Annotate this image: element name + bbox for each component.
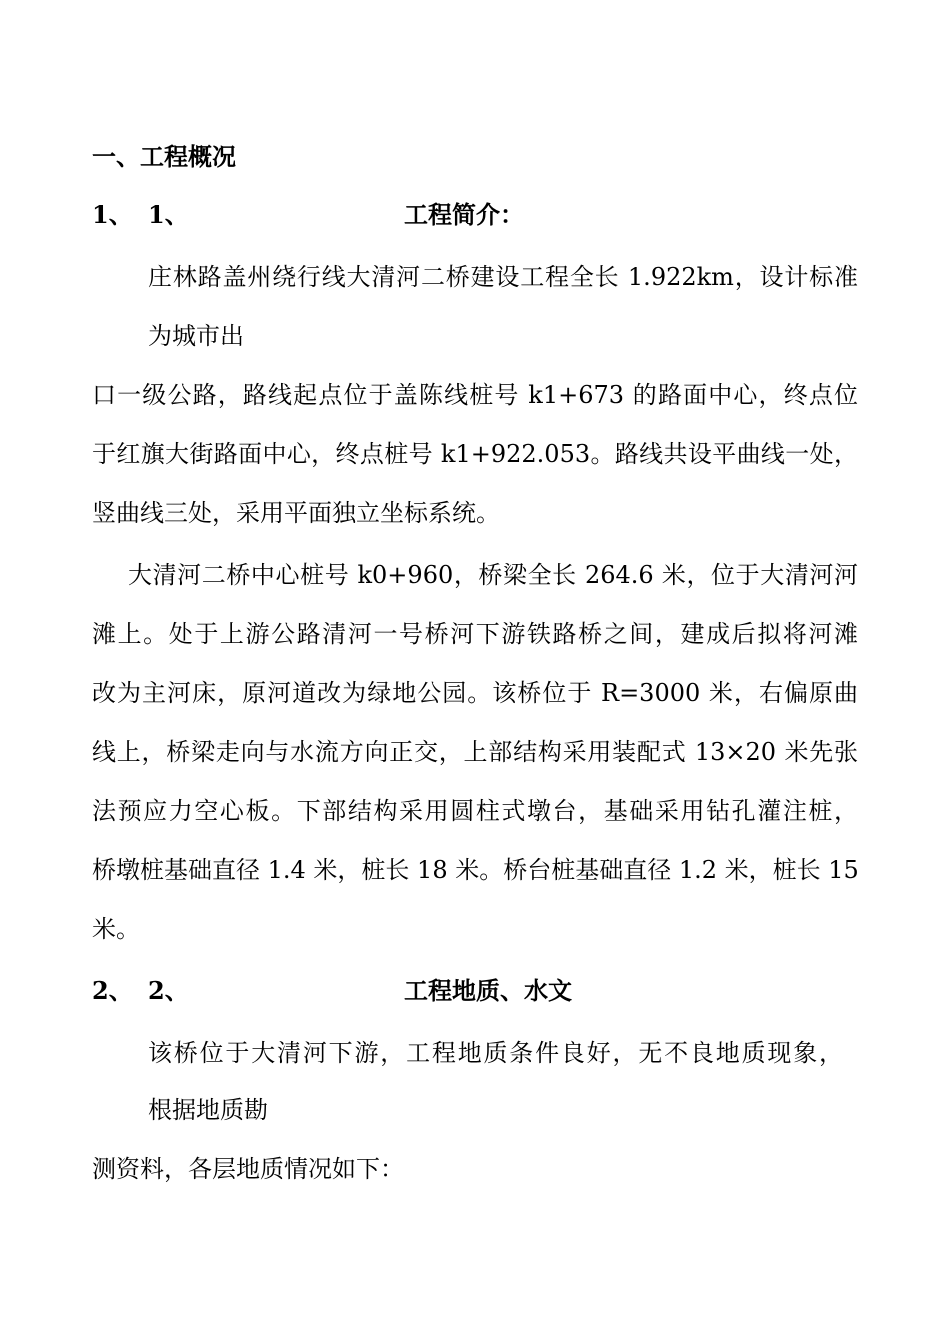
para3-line1: 该桥位于大清河下游，工程地质条件良好，无不良地质现象， xyxy=(148,1039,843,1067)
para1-line4: 于红旗大街路面中心，终点桩号 k1+922.053。路线共设平曲线一处， xyxy=(92,440,858,468)
section1-number-outer: 1、 xyxy=(92,200,133,229)
para1-line5: 竖曲线三处，采用平面独立坐标系统。 xyxy=(92,499,500,527)
para2-line3: 改为主河床，原河道改为绿地公园。该桥位于 R=3000 米，右偏原曲 xyxy=(92,679,858,707)
para2-line2: 滩上。处于上游公路清河一号桥河下游铁路桥之间，建成后拟将河滩 xyxy=(92,620,858,648)
para1-line2: 为城市出 xyxy=(148,322,244,350)
section2-number-outer: 2、 xyxy=(92,976,133,1005)
section2-number-inner: 2、 xyxy=(148,976,189,1005)
para1-line1: 庄林路盖州绕行线大清河二桥建设工程全长 1.922km，设计标准 xyxy=(148,263,858,291)
para3-line2: 根据地质勘 xyxy=(148,1096,268,1124)
para2-line4: 线上，桥梁走向与水流方向正交，上部结构采用装配式 13×20 米先张 xyxy=(92,738,858,766)
section-heading: 一、工程概况 xyxy=(92,142,236,171)
para2-line7: 米。 xyxy=(92,915,140,943)
para3-line3: 测资料，各层地质情况如下： xyxy=(92,1155,404,1183)
section2-title: 工程地质、水文 xyxy=(404,976,572,1005)
para2-line6: 桥墩桩基础直径 1.4 米，桩长 18 米。桥台桩基础直径 1.2 米，桩长 15 xyxy=(92,856,859,884)
section1-number-inner: 1、 xyxy=(148,200,189,229)
section1-title: 工程简介： xyxy=(404,200,524,229)
para1-line3: 口一级公路，路线起点位于盖陈线桩号 k1+673 的路面中心，终点位 xyxy=(92,381,858,409)
para2-line1: 大清河二桥中心桩号 k0+960，桥梁全长 264.6 米，位于大清河河 xyxy=(128,561,858,589)
para2-line5: 法预应力空心板。下部结构采用圆柱式墩台，基础采用钻孔灌注桩， xyxy=(92,797,858,825)
